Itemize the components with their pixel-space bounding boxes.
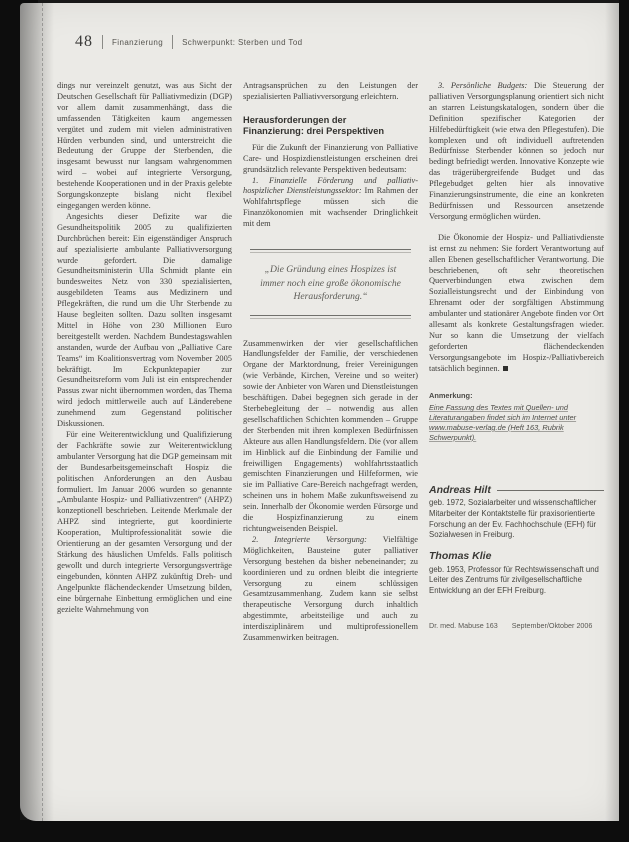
author-bio-text: geb. 1972, Sozialarbeiter und wissenschaftlicher Mitarbeiter der Kontaktstelle für praxisorientierte Forschung an der Ev. Fachhochschule (EFH) für Sozialwesen in Freiburg.: [429, 498, 597, 540]
paragraph: Antragsansprüchen zu den Leistungen der spezialisierten Palliativversorgung erleichtern.: [243, 81, 418, 101]
article-body: [57, 81, 603, 807]
paragraph: [429, 233, 604, 375]
article-note: [429, 391, 604, 443]
paragraph: [429, 81, 604, 223]
header-divider: [172, 35, 173, 49]
page-left-shadow: [20, 3, 54, 821]
list-item-3-text: Die Steuerung der palliativen Versorgungsplanung orientiert sich nicht an starren Leistungskatalogen, sondern über die Definition spezifischer Kategorien der Hilfebedürftigkeit (wie etwa den Pflegestufen). Die komplexen und oft individuell auftretenden Bedürfnisse Sterbender können so jedoch nur bedingt befriedigt werden. Innovative Konzepte wie das trägerübergreifende Budget und das Pflegebudget gelten hier als innovative Finanzierungsinstrumente, die eine an konkreten Bedürfnissen und Ressourcen ansetzende Versorgung ermöglichen würden.: [429, 81, 604, 221]
list-item-1-text: Im Rahmen der Wohlfahrtspflege müssen sich die Finanzökonomien mit wachsender Dringlichkeit mit dem: [243, 186, 418, 229]
section-heading: [243, 115, 418, 138]
list-item-2-lead: 2. Integrierte Versorgung:: [252, 534, 367, 544]
author-bio-text: geb. 1953, Professor für Rechtswissenschaft und Leiter des Zentrums für zivilgesellschaftliche Entwicklung an der EFH Freiburg.: [429, 564, 599, 595]
author-name: Thomas Klie: [429, 549, 492, 562]
page-curl-line: [42, 3, 43, 821]
paragraph: dings nur vereinzelt genutzt, was aus Sicht der Deutschen Gesellschaft für Palliativmedizin (DGP) vor allem damit zusammenhängt, dass die umfassenden Tätigkeiten kaum angemessen vergütet und zudem mit vielen administrativen Hürden verbunden sind, und unterstreicht die Bedeutung der Gruppe der Sterbenden, die insgesamt bewusst nur langsam wahrgenommen wird – wobei auf integrierte Versorgung, bestehende Kooperationen und in der Praxis gelebte Sorgungskonzepte bislang nicht flexibel eingegangen werden könne.: [57, 81, 232, 210]
author-bio: [429, 485, 604, 541]
pull-quote: [244, 239, 417, 331]
note-label: Anmerkung:: [429, 390, 473, 400]
section-heading-line1: Herausforderungen der: [243, 114, 347, 125]
footer-issue-date: September/Oktober 2006: [511, 620, 593, 630]
list-item-1-lead: 1. Finanzielle Förderung und palliativ-hospizlicher Dienstleistungssektor:: [243, 175, 418, 196]
section-heading-line2: Finanzierung: drei Perspektiven: [243, 126, 385, 137]
paragraph: Für eine Weiterentwicklung und Qualifizierung der Fachkräfte sowie zur Weiterentwicklung ambulanter Versorgung hat die DGP gemeinsam mit der Bundesarbeitsgemeinschaft Hospiz die politischen Anforderungen an den Ausbau formuliert. Im Januar 2006 wurden so genannte „Ambulante Hospiz- und Palliativzentren“ (AHPZ) konzeptionell beschrieben. Leitende Merkmale der AHPZ sind integrierte, gut koordinierte Kooperation, Multiprofessionalität sowie die Orientierung an der gesamten Versorgung und der Stärkung des häuslichen Umfelds. Falls politisch gewollt und durch integrierte Versorgungsverträge eingebunden, könnten AHPZ zukünftig Dreh- und Angelpunkte flächendeckender Umsetzung bilden, eine bürgernahe Einbettung ermöglichen und eine gezielte Wahrnehmung von: [57, 430, 232, 614]
paragraph: Zusammenwirken der vier gesellschaftlichen Handlungsfelder der Familie, der verschiedenen Organe der Marktordnung, freier Vereinigungen (wie Verbände, Kirchen, Vereine und so weiter) sowie der Anbieter von Waren und Dienstleistungen beschäftigen. Dabei begegnen sich gerade in der Sterbebegleitung der – notwendig aus allen gesellschaftlichen Schichten kommenden – Gruppe der Sterbenden mit ihren komplexen Bedürfnissen Akteure aus allen Handlungsfeldern. Die (vor allem im Hinblick auf die Einbindung der Familie und freiwilligen Engagements) wohlfahrtsstaatlich gemischten Finanzierungen und Hilfeformen, wie sie im Palliative Care-Bereich nachgefragt werden, scheinen uns in hohem Maße zukunftsweisend zu sein. Innerhalb der Ökonomie werden Fürsorge und die Hospizfinanzierung zu einem richtungweisenden Beispiel.: [243, 338, 418, 533]
paragraph: Angesichts dieser Defizite war die Gesundheitspolitik 2005 zu qualifizierten Durchbrüchen bereit: Ein eigenständiger Anspruch auf spezialisierte ambulante Palliativversorgung wurde gefordert. Die damalige Gesundheitsministerin Ulla Schmidt plante ein bundesweites Netz von 330 spezialisierten, ausgebildeten Teams aus Medizinern und Pflegekräften, die rund um die Uhr Sterbende zu Hause begleiten sollten. Dazu sollten insgesamt Mittel in Höhe von 230 Millionen Euro bereitgestellt werden. Nachdem Bundestagswahlen anstanden, wurde der Aufbau von „Palliative Care Teams“ im Koalitionsvertrag vom November 2005 bekräftigt. Im Eckpunktepapier zur Gesundheitsreform vom Juli ist ein entsprechender Passus zwar nicht übernommen worden, das Thema wird jedoch mittlerweile auch auf Länderebene zunehmend zum Gegenstand politischer Diskussionen.: [57, 211, 232, 429]
pull-quote-text: „Die Gründung eines Hospizes ist immer noch eine große ökonomische Herausforderung.“: [260, 264, 401, 303]
scan-artifact-right-strip: [619, 0, 629, 842]
pull-quote-bottom-rule: [250, 315, 411, 319]
note-text: Eine Fassung des Textes mit Quellen- und Literaturangaben findet sich im Internet unter www.mabuse-verlag.de (Heft 163, Rubrik Schwerpunkt).: [429, 403, 577, 442]
author-name: Andreas Hilt: [429, 483, 491, 496]
author-bio: [429, 551, 604, 597]
article-column-2: [243, 81, 418, 807]
paragraph: [243, 176, 418, 231]
author-name-row: [429, 485, 604, 496]
header-divider: [102, 35, 103, 49]
magazine-page: [20, 3, 619, 821]
page-footer: [429, 621, 604, 632]
article-column-3: [429, 81, 604, 807]
end-of-article-mark: [503, 366, 508, 371]
page-number: 48: [75, 33, 93, 50]
paragraph: Für die Zukunft der Finanzierung von Palliative Care- und Hospizdienstleistungen erscheinen drei grundsätzlich relevante Perspektiven bedeutsam:: [243, 142, 418, 174]
page-header: [75, 33, 303, 51]
page-right-shadow: [605, 3, 619, 821]
closing-text: Die Ökonomie der Hospiz- und Palliativdienste ist ernst zu nehmen: Sie fordert Verantwortung auf allen Ebenen gesellschaftlicher Verantwortung. Die beschriebenen, oft sehr theoretischen Querverbindungen etwa zwischen dem Sozialleistungsrecht und der Einbindung von Ehrenamt oder der sorgfältigen Abstimmung ambulanter und stationärer Angebote finden vor Ort allesamt als konkrete Gestaltungsfragen wieder. Nur so kann die Umsetzung der vielfach geforderten flächendeckenden Versorgungsangebote im Hospiz-/Palliativbereich tatsächlich beginnen.: [429, 232, 604, 373]
footer-journal: Dr. med. Mabuse 163: [429, 620, 498, 630]
list-item-2-text: Vielfältige Möglichkeiten, Bausteine guter palliativer Versorgung bestehen da bisher nebeneinander; zu koordinieren und zu ordnen bleibt die integrierte Versorgung zu einem schlüssigen Gesamtzusammenhang. Zudem kann sie selbst therapeutische Versorgung durch inhaltlich abgestimmte, arbeitsteilige und auch zu interdisziplinärem und multiprofessionellem Zusammenwirken beitragen.: [243, 534, 418, 643]
topic-label: Schwerpunkt: Sterben und Tod: [182, 37, 303, 47]
author-name-row: [429, 551, 604, 562]
list-item-3-lead: 3. Persönliche Budgets:: [438, 81, 528, 90]
paragraph: [243, 535, 418, 644]
author-name-rule: [497, 490, 604, 491]
article-column-1: [57, 81, 232, 807]
author-bios: [429, 485, 604, 607]
scan-artifact-bottom-strip: [0, 820, 629, 842]
section-label: Finanzierung: [112, 37, 164, 47]
